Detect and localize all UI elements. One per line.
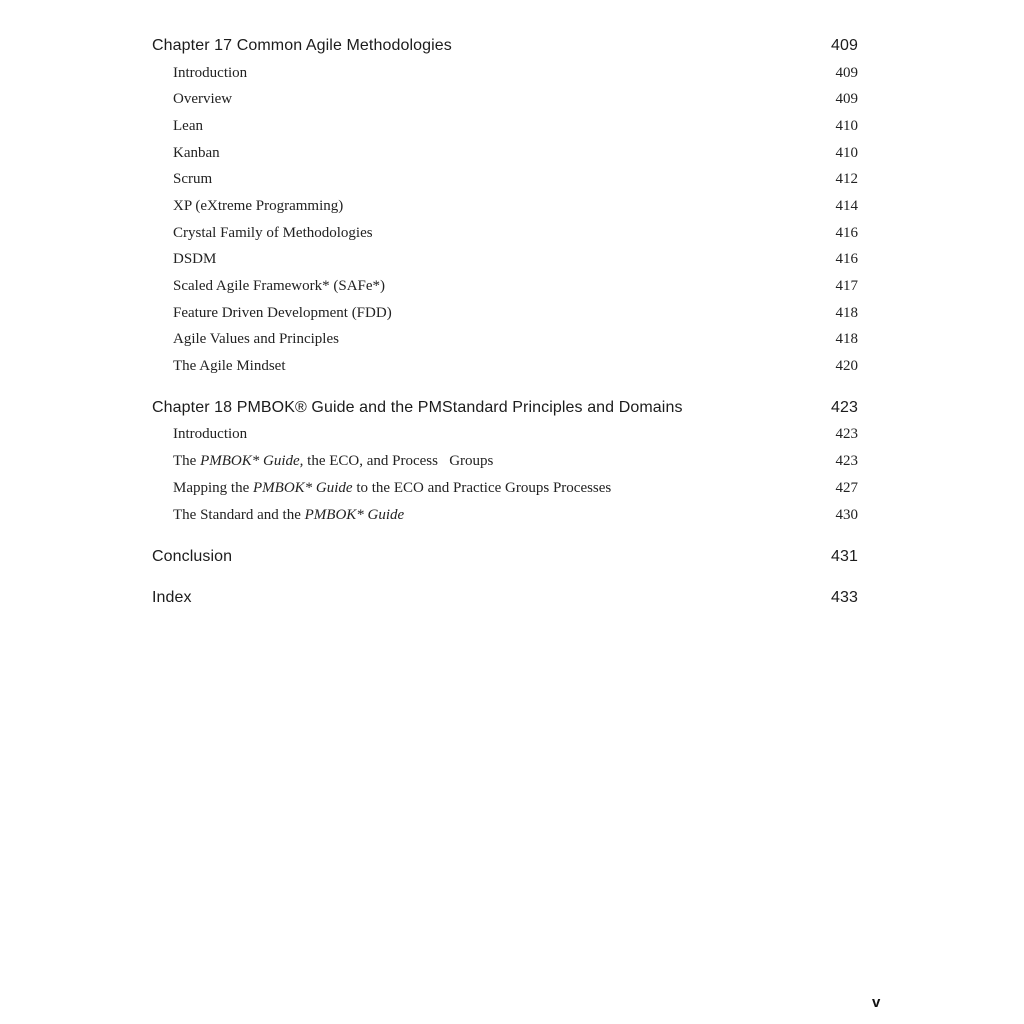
label-italic-text: PMBOK* Guide, [200, 453, 304, 470]
index-page-number: 433 [831, 588, 858, 606]
toc-entry [152, 448, 858, 475]
label-text: Mapping the [173, 479, 253, 496]
toc-entry-label: Feature Driven Development (FDD) [173, 304, 392, 321]
toc-entry [152, 86, 858, 113]
toc-entry-label: Overview [173, 91, 233, 108]
toc-entry-label: Scaled Agile Framework* (SAFe*) [173, 278, 386, 295]
toc-entry [152, 166, 858, 193]
index-label: Index [152, 588, 192, 606]
toc-entry [152, 220, 858, 247]
label-italic-text: PMBOK* Guide [304, 506, 405, 523]
toc-entry [152, 353, 858, 380]
toc-entry [152, 247, 858, 274]
toc-entry-label: XP (eXtreme Programming) [173, 197, 344, 214]
toc-entry-label [152, 426, 247, 443]
chapter-page-number: 409 [831, 37, 858, 55]
chapter-title: Chapter 17 Common Agile Methodologies [152, 37, 452, 55]
toc-entry-label: DSDM [173, 251, 217, 268]
toc-entry [152, 502, 858, 529]
toc-entry-page: 417 [835, 278, 858, 295]
page-folio-number: v [872, 994, 881, 1011]
toc-entry-page: 409 [835, 64, 858, 81]
toc-entry [152, 140, 858, 167]
label-text: Introduction [173, 426, 248, 443]
toc-entry-page: 420 [835, 358, 858, 375]
toc-entry-page: 418 [835, 304, 858, 321]
chapter-title: Chapter 18 PMBOK® Guide and the PMStandard Principles and Domains [152, 399, 683, 417]
toc-entry-page: 416 [835, 224, 858, 241]
label-text: The [173, 453, 201, 470]
toc-index-entry [152, 585, 858, 612]
toc-entry [152, 273, 858, 300]
toc-entry-page: 423 [835, 453, 858, 470]
toc-entry [152, 422, 858, 449]
label-italic-text: PMBOK* Guide [253, 479, 353, 496]
label-text: The Standard and the [173, 506, 305, 523]
label-text: the ECO, and Process Groups [303, 453, 494, 470]
toc-chapter18-heading [152, 395, 858, 422]
toc-entry-page: 430 [835, 506, 858, 523]
toc-entry-label: Lean [173, 117, 203, 134]
toc-conclusion-entry [152, 543, 858, 570]
toc-entry-page: 410 [835, 144, 858, 161]
toc-chapter17-heading [152, 33, 858, 60]
toc-entry [152, 327, 858, 354]
toc-entry [152, 60, 858, 87]
table-of-contents [152, 33, 858, 611]
toc-entry-label: The Agile Mindset [173, 358, 286, 375]
toc-entry-page: 410 [835, 117, 858, 134]
label-text: to the ECO and Practice Groups Processes [352, 479, 612, 496]
toc-entry [152, 475, 858, 502]
toc-entry-page: 418 [835, 331, 858, 348]
conclusion-label: Conclusion [152, 547, 233, 565]
toc-entry [152, 193, 858, 220]
toc-entry-page: 416 [835, 251, 858, 268]
chapter-page-number: 423 [831, 399, 858, 417]
toc-entry-label: Kanban [173, 144, 220, 161]
toc-entry-label [152, 507, 404, 524]
toc-entry-label: Introduction [173, 64, 248, 81]
toc-entry [152, 300, 858, 327]
toc-entry-label [152, 480, 611, 497]
toc-entry-label: Scrum [173, 171, 213, 188]
toc-entry-page: 427 [835, 479, 858, 496]
conclusion-page-number: 431 [831, 547, 858, 565]
toc-entry-page: 414 [835, 197, 858, 214]
toc-entry-label: Agile Values and Principles [173, 331, 339, 348]
toc-entry-label [152, 453, 493, 470]
toc-entry-label: Crystal Family of Methodologies [173, 224, 373, 241]
toc-entry-page: 423 [835, 426, 858, 443]
toc-entry [152, 113, 858, 140]
toc-entry-page: 409 [835, 91, 858, 108]
toc-entry-page: 412 [835, 171, 858, 188]
